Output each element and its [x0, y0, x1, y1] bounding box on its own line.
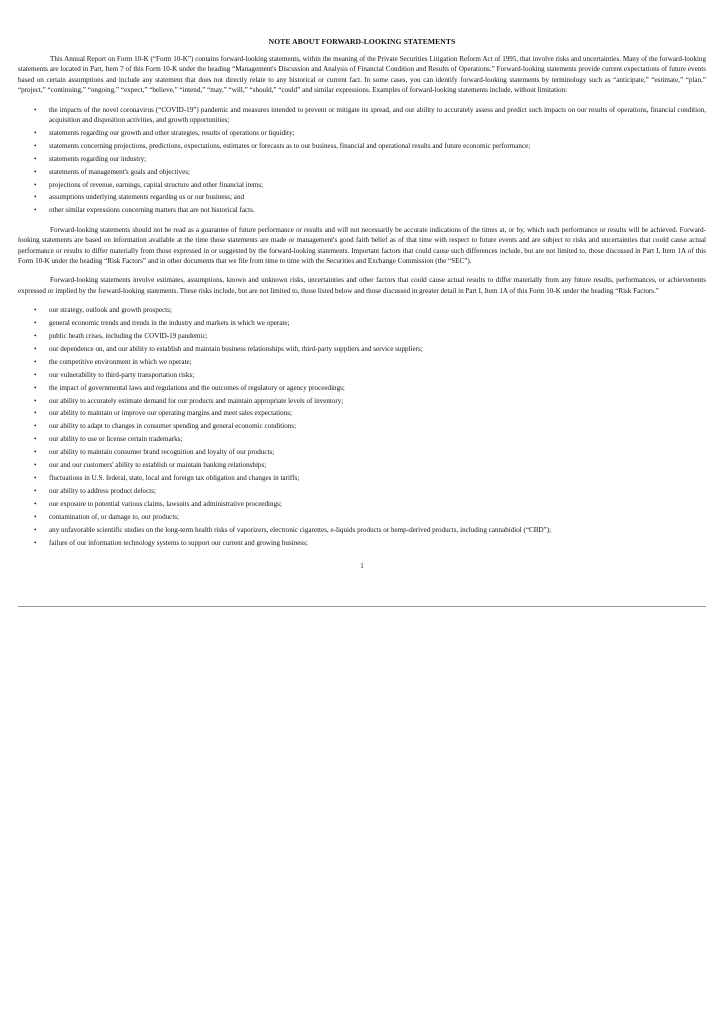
- list-item-text: our ability to maintain consumer brand recognition and loyalty of our products;: [49, 448, 275, 457]
- list-item: [18, 205, 706, 215]
- list-item-text: our strategy, outlook and growth prospects;: [49, 306, 172, 315]
- bullet-icon: •: [34, 396, 37, 405]
- list-item-text: our and our customers' ability to establish or maintain banking relationships;: [49, 461, 267, 470]
- list-item: [18, 525, 706, 535]
- bullet-icon: •: [34, 193, 37, 202]
- list-item-text: statements of management's goals and objectives;: [49, 167, 190, 176]
- bullet-icon: •: [34, 525, 37, 534]
- bullet-icon: •: [34, 306, 37, 315]
- list-item: [18, 357, 706, 367]
- bullet-icon: •: [34, 180, 37, 189]
- document-page: [18, 37, 706, 571]
- list-item-text: other similar expressions concerning matters that are not historical facts.: [49, 206, 255, 215]
- bullet-icon: •: [34, 105, 37, 114]
- bullet-icon: •: [34, 409, 37, 418]
- list-item: [18, 180, 706, 190]
- list-item: [18, 370, 706, 380]
- list-item-text: general economic trends and trends in the industry and markets in which we operate;: [49, 319, 290, 328]
- intro-paragraph: This Annual Report on Form 10-K (“Form 10-K”) contains forward-looking statements, within the meaning of the Private Securities Litigation Reform Act of 1995, that involve risks and uncertainties. Many of the forward-looking statements are located in Part, Item 7 of this Form 10-K under the heading “Management's Discussion and Analysis of Financial Condition and Results of Operations.” Forward-looking statements provide current expectations of future events based on certain assumptions and include any statement that does not directly relate to any historical or current fact. In some cases, you can identify forward-looking statements by terminology such as “anticipate,” “estimate,” “plan,” “project,” “continuing,” “ongoing,” “expect,” “believe,” “intend,” “may,” “will,” “should,” “could” and similar expressions. Examples of forward-looking statements include, without limitation:: [18, 55, 706, 95]
- bullet-icon: •: [34, 319, 37, 328]
- list-item: [18, 105, 706, 126]
- bullet-icon: •: [34, 383, 37, 392]
- risks-intro-paragraph: Forward-looking statements involve estimates, assumptions, known and unknown risks, uncertainties and other factors that could cause actual results to differ materially from any future results, performances, or achievements expressed or implied by the forward-looking statements. These risks include, but are not limited to, those listed below and those discussed in greater detail in Part I, Item 1A of this Form 10-K under the heading “Risk Factors.”: [18, 276, 706, 295]
- list-item-text: our ability to address product defects;: [49, 486, 156, 495]
- list-item-text: the competitive environment in which we operate;: [49, 357, 192, 366]
- list-item-text: our ability to accurately estimate demand for our products and maintain appropriate levels of inventory;: [49, 396, 344, 405]
- list-item-text: any unfavorable scientific studies on the long-term health risks of vaporizers, electronic cigarettes, e-liquids products or hemp-derived products, including cannabidiol (“CBD”);: [49, 525, 552, 534]
- list-item-text: contamination of, or damage to, our products;: [49, 512, 180, 521]
- list-item: [18, 396, 706, 406]
- list-item: [18, 408, 706, 418]
- bullet-icon: •: [34, 538, 37, 547]
- list-item: [18, 167, 706, 177]
- bullet-icon: •: [34, 512, 37, 521]
- list-item: [18, 128, 706, 138]
- list-item: [18, 344, 706, 354]
- page-divider: [18, 606, 706, 607]
- list-item-text: fluctuations in U.S. federal, state, local and foreign tax obligation and changes in tariffs;: [49, 474, 300, 482]
- list-item-text: our ability to adapt to changes in consumer spending and general economic conditions;: [49, 422, 297, 431]
- list-item: [18, 486, 706, 496]
- list-item-text: our vulnerability to third-party transportation risks;: [49, 370, 195, 379]
- bullet-icon: •: [34, 167, 37, 176]
- list-item-text: statements regarding our growth and other strategies, results of operations or liquidity;: [49, 128, 295, 137]
- list-item: [18, 141, 706, 151]
- list-item: [18, 512, 706, 522]
- list-item-text: the impacts of the novel coronavirus (“COVID-19”) pandemic and measures intended to prevent or mitigate its spread, and our ability to accurately assess and predict such impacts on our results of operations, financial condition, acquisition and disposition activities, and growth opportunities;: [49, 105, 706, 125]
- examples-bullet-list: [18, 105, 706, 216]
- list-item-text: the impact of governmental laws and regulations and the outcomes of regulatory or agency proceedings;: [49, 383, 345, 392]
- guarantee-paragraph: Forward-looking statements should not be read as a guarantee of future performance or results and will not necessarily be accurate indications of the times at, or by, which such performance or results will be achieved. Forward-looking statements are based on information available at the time those statements are made or management's good faith belief as of that time with respect to future events and are subject to risks and uncertainties that could cause actual performance or results to differ materially from those expressed in or suggested by the forward-looking statements. Important factors that could cause such differences include, but are not limited to, those discussed in Part I, Item 1A of this Form 10-K under the heading “Risk Factors” and in other documents that we file from time to time with the Securities and Exchange Commission (the “SEC”).: [18, 225, 706, 265]
- list-item: [18, 421, 706, 431]
- bullet-icon: •: [34, 435, 37, 444]
- bullet-icon: •: [34, 154, 37, 163]
- page-number: 1: [360, 561, 364, 570]
- bullet-icon: •: [34, 206, 37, 215]
- list-item: [18, 499, 706, 509]
- list-item-text: projections of revenue, earnings, capital structure and other financial items;: [49, 180, 264, 189]
- bullet-icon: •: [34, 422, 37, 431]
- bullet-icon: •: [34, 448, 37, 457]
- bullet-icon: •: [34, 474, 37, 482]
- list-item-text: assumptions underlying statements regarding us or our business; and: [49, 193, 245, 202]
- list-item: [18, 460, 706, 470]
- bullet-icon: •: [34, 128, 37, 137]
- list-item: [18, 538, 706, 548]
- list-item-text: public heath crises, including the COVID-19 pandemic;: [49, 332, 208, 341]
- list-item-text: our dependence on, and our ability to establish and maintain business relationships with, third-party suppliers and service suppliers;: [49, 344, 423, 353]
- bullet-icon: •: [34, 486, 37, 495]
- list-item: [18, 305, 706, 315]
- bullet-icon: •: [34, 357, 37, 366]
- list-item: [18, 473, 706, 483]
- list-item-text: failure of our information technology systems to support our current and growing business;: [49, 538, 308, 547]
- list-item-text: our ability to use or license certain trademarks;: [49, 435, 183, 444]
- bullet-icon: •: [34, 332, 37, 341]
- list-item: [18, 447, 706, 457]
- risks-bullet-list: [18, 305, 706, 548]
- bullet-icon: •: [34, 499, 37, 508]
- list-item-text: our exposure to potential various claims, lawsuits and administrative proceedings;: [49, 499, 282, 508]
- list-item: [18, 331, 706, 341]
- list-item: [18, 154, 706, 164]
- page-title: NOTE ABOUT FORWARD-LOOKING STATEMENTS: [268, 37, 456, 46]
- list-item: [18, 383, 706, 393]
- bullet-icon: •: [34, 370, 37, 379]
- bullet-icon: •: [34, 461, 37, 470]
- bullet-icon: •: [34, 344, 37, 353]
- list-item: [18, 318, 706, 328]
- list-item-text: statements regarding our industry;: [49, 154, 147, 163]
- list-item-text: our ability to maintain or improve our operating margins and meet sales expectations;: [49, 409, 292, 418]
- list-item-text: statements concerning projections, predictions, expectations, estimates or forecasts as to our business, financial and operational results and future economic performance;: [49, 141, 531, 150]
- list-item: [18, 434, 706, 444]
- bullet-icon: •: [34, 141, 37, 150]
- list-item: [18, 192, 706, 202]
